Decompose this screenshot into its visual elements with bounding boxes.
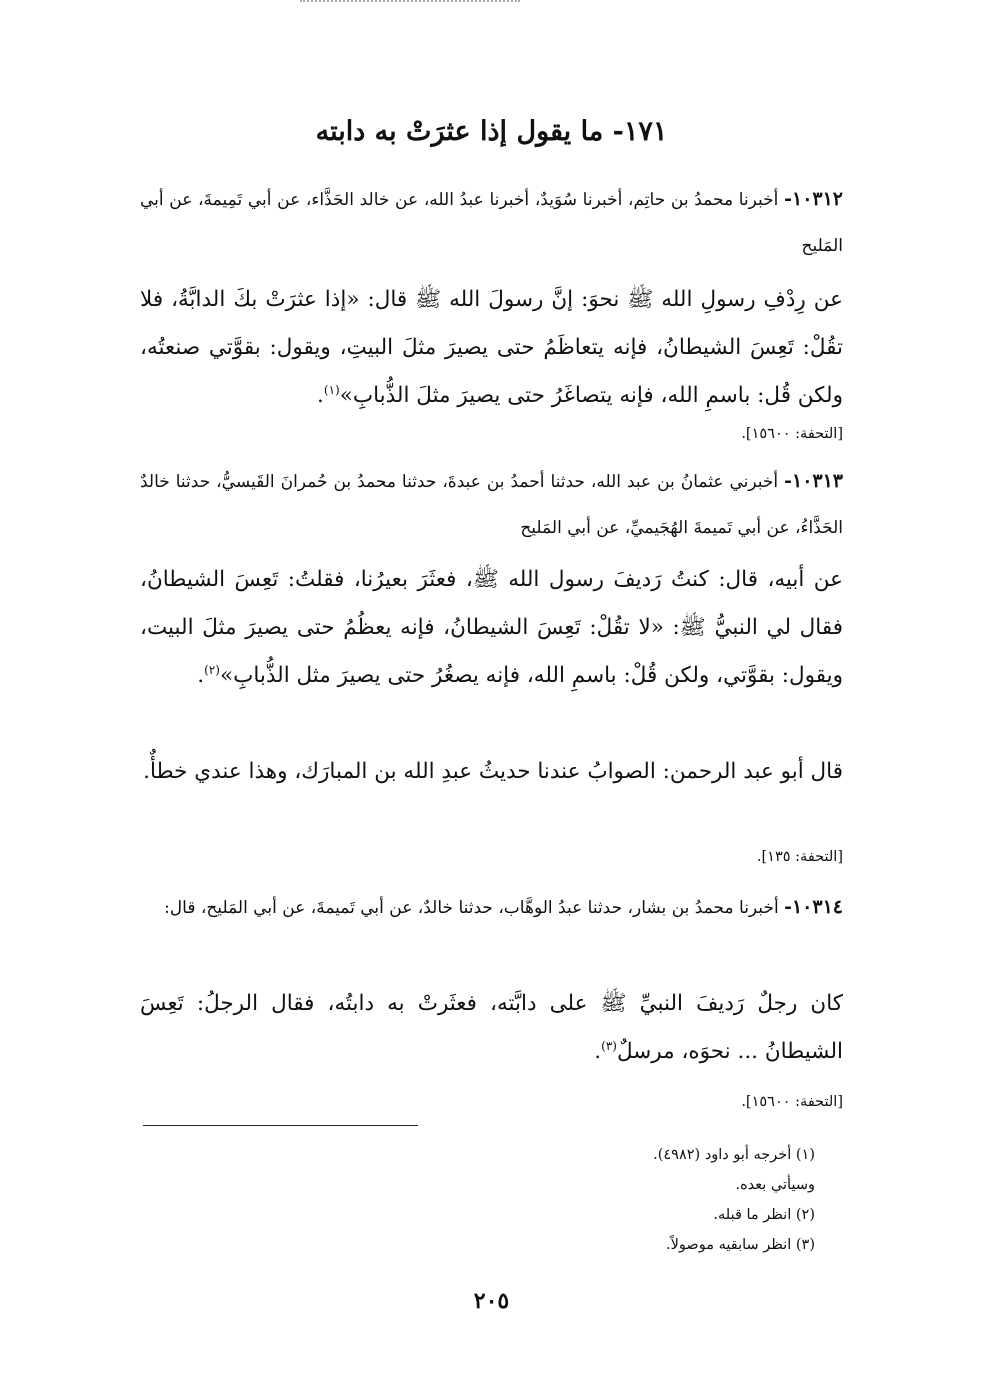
tuhfa-reference	[140, 845, 843, 869]
footnote-3: (٣) انظر سابقيه موصولاً.	[666, 1237, 815, 1253]
hadith-number: ١٠٣١٣-	[784, 470, 844, 492]
footnote-ref: (١)	[323, 382, 340, 397]
tuhfa-reference	[140, 1090, 843, 1114]
footnote-2: (٢) انظر ما قبله.	[713, 1207, 815, 1223]
tuhfa-text: [التحفة: ١٣٥].	[756, 849, 843, 865]
matn-text: عن رِدْفِ رسولِ الله ﷺ نحوَ: إنَّ رسولَ الله ﷺ قال: «إذا عثرَتْ بكَ الدابَّةُ، فلا تقُلْ: تَعِسَ الشيطانُ، فإنه يتعاظَمُ حتى يصيرَ مثلَ البيتِ، ويقول: بقوَّتي صنعتُه، ولكن قُل: باسمِ الله، فإنه يتصاغَرُ حتى يصيرَ مثلَ الذُّبابِ»	[140, 287, 843, 408]
hadith-number: ١٠٣١٢-	[784, 188, 844, 210]
footnotes	[140, 1140, 815, 1260]
matn-text: عن أبيه، قال: كنتُ رَديفَ رسول الله ﷺ، فعثَرَ بعيرُنا، فقلتُ: تَعِسَ الشيطانُ، فقال لي النبيُّ ﷺ: «لا تقُلْ: تَعِسَ الشيطانُ، فإنه يعظُمُ حتى يصيرَ مثلَ البيت، ويقول: بقوَّتي، ولكن قُلْ: باسمِ الله، فإنه يصغُرُ حتى يصيرَ مثل الذُّبابِ»	[140, 567, 843, 688]
footnote-separator	[143, 1125, 418, 1126]
comment-text: قال أبو عبد الرحمن: الصوابُ عندنا حديثُ عبدِ الله بن المبارَك، وهذا عندي خطأٌ.	[143, 759, 843, 784]
isnad-text: أخبرنا محمدُ بن حاتِم، أخبرنا سُوَيدٌ، أخبرنا عبدُ الله، عن خالد الحَذَّاء، عن أبي تَمِيمةَ، عن أبي المَليح	[140, 190, 843, 256]
isnad-text: أخبرنا محمدُ بن بشار، حدثنا عبدُ الوهَّاب، حدثنا خالدٌ، عن أبي تَميمةَ، عن أبي المَليح، قال:	[164, 898, 779, 918]
footnote-1: (١) أخرجه أبو داود (٤٩٨٢).	[653, 1147, 815, 1163]
isnad-text: أخبرني عثمانُ بن عبد الله، حدثنا أحمدُ بن عبدةَ، حدثنا محمدُ بن حُمرانَ القَيسيُّ، حدثنا خالدٌ الحَذَّاءُ، عن أبي تَميمةَ الهُجَيميِّ، عن أبي المَليح	[140, 472, 843, 538]
scan-mark	[300, 0, 520, 7]
footnote-ref: (٢)	[204, 662, 220, 677]
hadith-matn: عن رِدْفِ رسولِ الله ﷺ نحوَ: إنَّ رسولَ الله ﷺ قال: «إذا عثرَتْ بكَ الدابَّةُ، فلا تقُلْ: تَعِسَ الشيطانُ، فإنه يتعاظَمُ حتى يصيرَ مثلَ البيتِ، ويقول: بقوَّتي صنعتُه، ولكن قُل: باسمِ الله، فإنه يتصاغَرُ حتى يصيرَ مثلَ الذُّبابِ»$^{(١)}$.	[140, 287, 843, 408]
hadith-matn: عن أبيه، قال: كنتُ رَديفَ رسول الله ﷺ، فعثَرَ بعيرُنا، فقلتُ: تَعِسَ الشيطانُ، فقال لي النبيُّ ﷺ: «لا تقُلْ: تَعِسَ الشيطانُ، فإنه يعظُمُ حتى يصيرَ مثلَ البيت، ويقول: بقوَّتي، ولكن قُلْ: باسمِ الله، فإنه يصغُرُ حتى يصيرَ مثل الذُّبابِ»$^{(٢)}$.	[140, 567, 843, 688]
hadith-isnad	[140, 458, 843, 551]
hadith-isnad	[140, 176, 843, 269]
tuhfa-text: [التحفة: ١٥٦٠٠].	[741, 426, 843, 442]
footnote-ref: (٣)	[601, 1038, 617, 1053]
author-comment	[140, 748, 843, 796]
tuhfa-reference	[140, 422, 843, 446]
hadith-number: ١٠٣١٤-	[784, 896, 843, 918]
footnote-1-continued: وسيأتي بعده.	[735, 1177, 815, 1193]
chapter-title: ١٧١- ما يقول إذا عثرَتْ به دابته	[315, 116, 668, 147]
matn-text: كان رجلٌ رَديفَ النبيِّ ﷺ على دابَّته، فعثَرتْ به دابتُه، فقال الرجلُ: تَعِسَ الشيطانُ ... نحوَه، مرسلٌ	[140, 991, 843, 1064]
page-number: ٢٠٥	[473, 1288, 510, 1314]
tuhfa-text: [التحفة: ١٥٦٠٠].	[741, 1094, 843, 1110]
hadith-isnad	[140, 884, 843, 931]
hadith-matn: كان رجلٌ رَديفَ النبيِّ ﷺ على دابَّته، فعثَرتْ به دابتُه، فقال الرجلُ: تَعِسَ الشيطانُ ... نحوَه، مرسلٌ$^{(٣)}$.	[140, 991, 843, 1064]
